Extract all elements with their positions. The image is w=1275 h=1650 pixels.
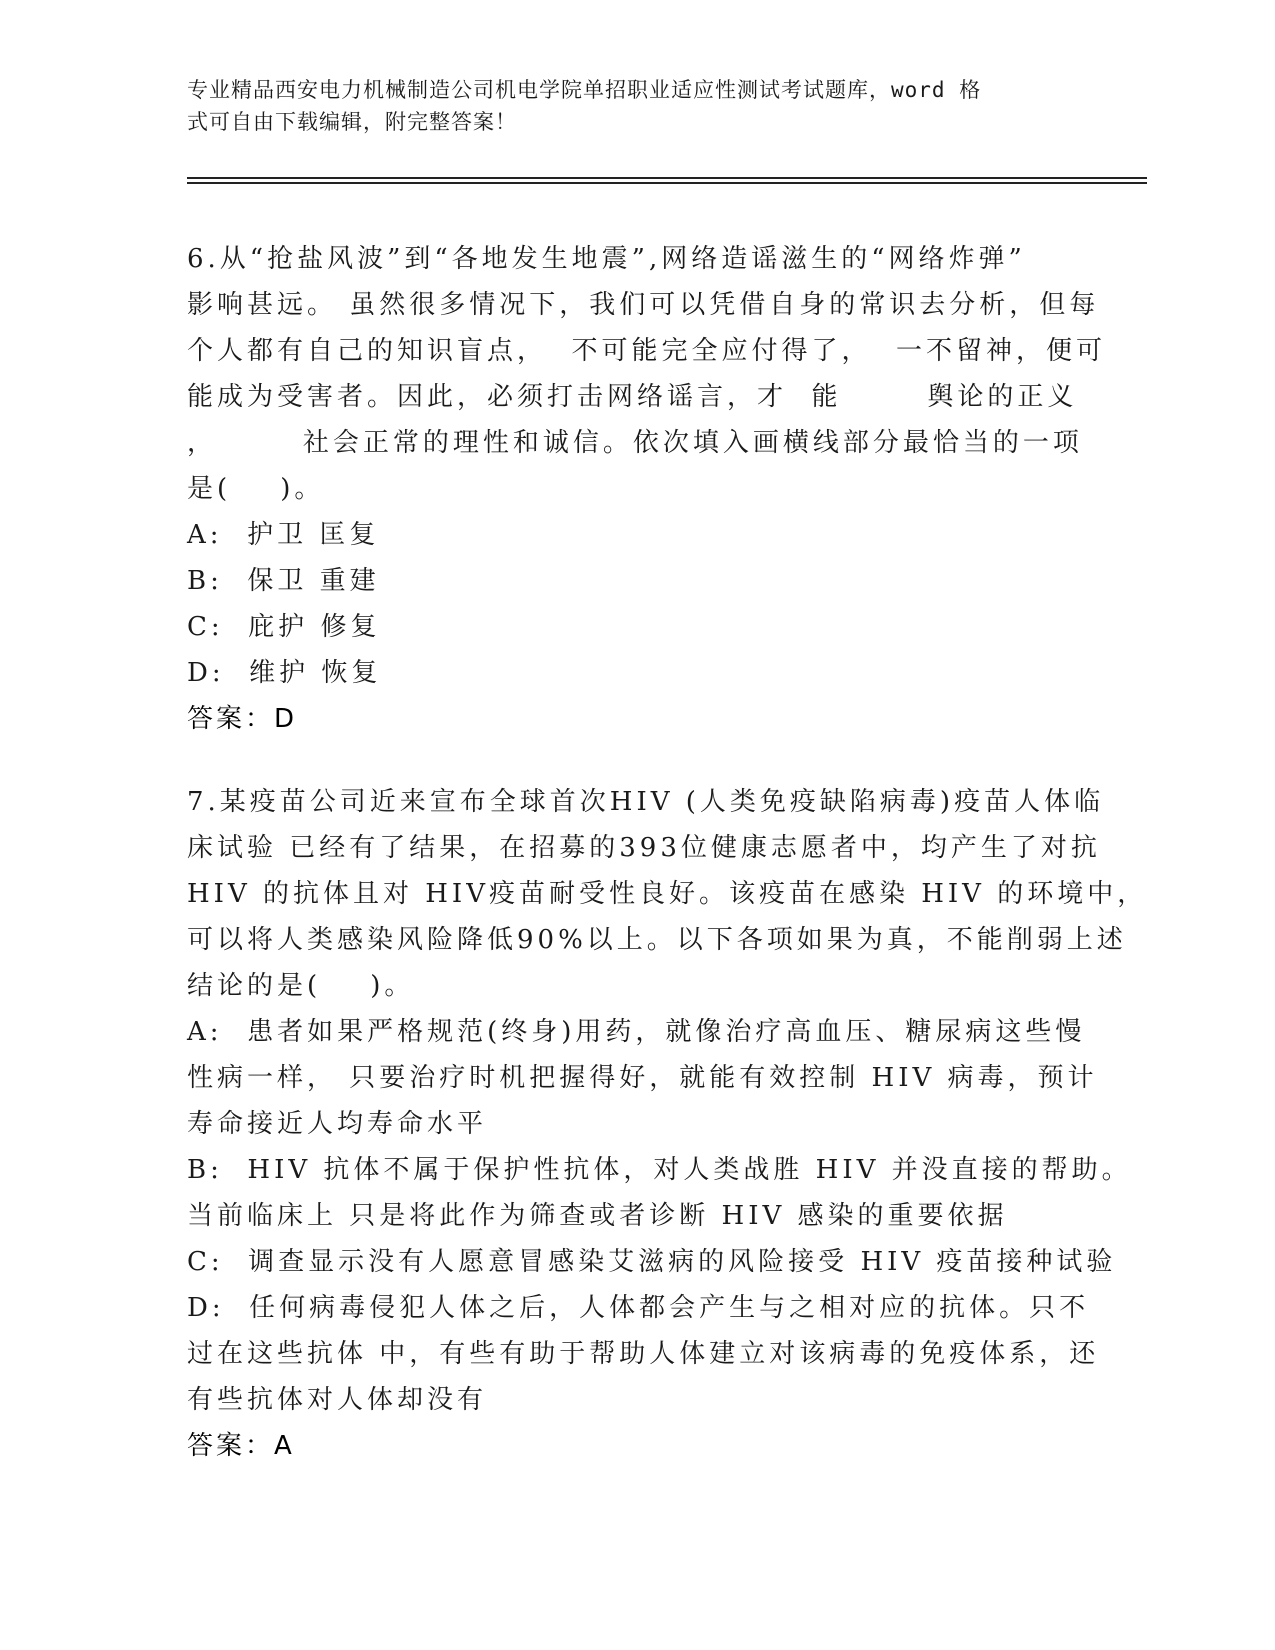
question-6-option-a: A: 护卫 匡复 <box>187 520 380 550</box>
question-7-line-4: 可以将人类感染风险降低90%以上。以下各项如果为真，不能削弱上述 <box>187 925 1127 955</box>
question-7-option-d-line-2: 过在这些抗体 中，有些有助于帮助人体建立对该病毒的免疫体系，还 <box>187 1339 1100 1369</box>
question-6-line-2: 影响甚远。 虽然很多情况下，我们可以凭借自身的常识去分析，但每 <box>187 290 1100 320</box>
question-7-line-2: 床试验 已经有了结果，在招募的393位健康志愿者中，均产生了对抗 <box>187 833 1101 863</box>
question-7-option-a-line-1: A: 患者如果严格规范(终身)用药，就像治疗高血压、糖尿病这些慢 <box>187 1017 1086 1047</box>
question-7-line-1: 7.某疫苗公司近来宣布全球首次HIV (人类免疫缺陷病毒)疫苗人体临 <box>187 787 1105 817</box>
document-header <box>187 74 1067 138</box>
question-7-option-a-line-2: 性病一样， 只要治疗时机把握得好，就能有效控制 HIV 病毒，预计 <box>187 1063 1098 1093</box>
header-line-2: 式可自由下载编辑，附完整答案！ <box>187 110 517 134</box>
question-6-option-c: C: 庇护 修复 <box>187 612 381 642</box>
question-6-option-b: B: 保卫 重建 <box>187 566 380 596</box>
question-7-option-c: C: 调查显示没有人愿意冒感染艾滋病的风险接受 HIV 疫苗接种试验 <box>187 1247 1117 1277</box>
question-7-option-b-line-1: B: HIV 抗体不属于保护性抗体，对人类战胜 HIV 并没直接的帮助。 <box>187 1155 1132 1185</box>
question-6-line-5: ， 社会正常的理性和诚信。依次填入画横线部分最恰当的一项 <box>187 428 1083 458</box>
question-7-line-5: 结论的是( )。 <box>187 971 415 1001</box>
header-divider-top <box>187 177 1147 179</box>
question-6-line-1: 6.从“抢盐风波”到“各地发生地震”,网络造谣滋生的“网络炸弹” <box>187 244 1026 274</box>
question-6-line-3: 个人都有自己的知识盲点， 不可能完全应付得了， 一不留神，便可 <box>187 336 1107 366</box>
question-7-option-b-line-2: 当前临床上 只是将此作为筛查或者诊断 HIV 感染的重要依据 <box>187 1201 1008 1231</box>
question-7 <box>187 779 1148 1469</box>
question-7-option-d-line-1: D: 任何病毒侵犯人体之后，人体都会产生与之相对应的抗体。只不 <box>187 1293 1090 1323</box>
question-7-answer: 答案：A <box>187 1431 295 1461</box>
header-divider-bottom <box>187 182 1147 184</box>
question-7-option-d-line-3: 有些抗体对人体却没有 <box>187 1385 488 1415</box>
question-6-answer: 答案：D <box>187 704 298 734</box>
question-6-option-d: D: 维护 恢复 <box>187 658 382 688</box>
question-6-line-4: 能成为受害者。因此，必须打击网络谣言，才 能 舆论的正义 <box>187 382 1078 412</box>
question-6-line-6: 是( )。 <box>187 474 325 504</box>
question-7-option-a-line-3: 寿命接近人均寿命水平 <box>187 1109 488 1139</box>
question-7-line-3: HIV 的抗体且对 HIV疫苗耐受性良好。该疫苗在感染 HIV 的环境中， <box>187 879 1148 909</box>
header-line-1: 专业精品西安电力机械制造公司机电学院单招职业适应性测试考试题库，word 格 <box>187 78 982 102</box>
question-6 <box>187 236 1107 742</box>
